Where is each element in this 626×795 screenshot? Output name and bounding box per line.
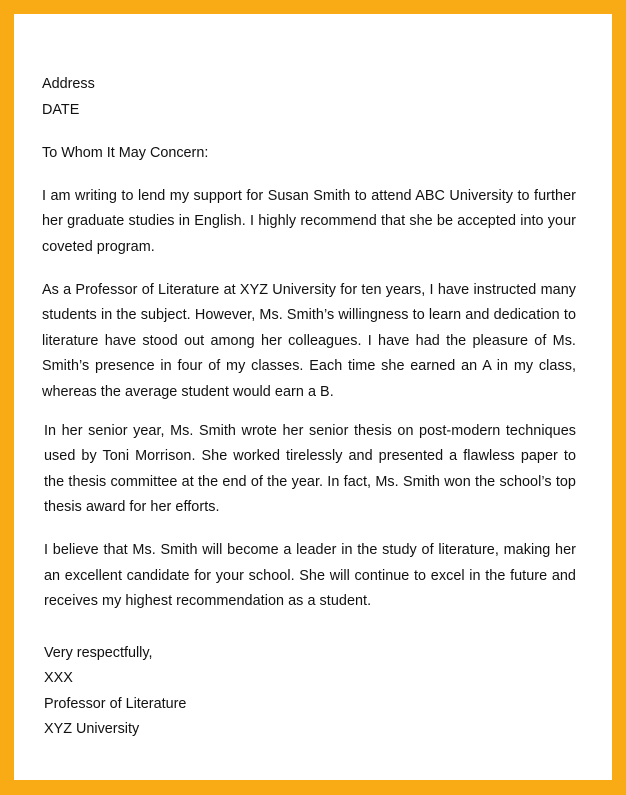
body-paragraph-3: In her senior year, Ms. Smith wrote her senior thesis on post-modern techniques used by Toni Morrison. She worked tirelessly and presented a flawless paper to the thesis committee at the end of the year. In fact, Ms. Smith won the school’s top thesis award for her efforts. — [44, 422, 576, 516]
valediction: Very respectfully, — [44, 644, 153, 661]
letter-sheet — [14, 14, 612, 780]
letter-content — [42, 72, 576, 743]
salutation: To Whom It May Concern: — [42, 145, 209, 162]
signer-title: Professor of Literature — [44, 695, 187, 712]
signature-block — [44, 641, 576, 743]
body-paragraph-2: As a Professor of Literature at XYZ University for ten years, I have instructed many students in the subject. However, Ms. Smith’s willingness to learn and dedication to literature have stood out among her colleagues. I have had the pleasure of Ms. Smith’s presence in four of my classes. Each time she earned an A in my class, whereas the average student would earn a B. — [42, 281, 576, 400]
body-paragraph-1: I am writing to lend my support for Susan Smith to attend ABC University to further her graduate studies in English. I highly recommend that she be accepted into your coveted program. — [42, 187, 576, 255]
signer-name: XXX — [44, 670, 73, 687]
letter-date: DATE — [42, 101, 80, 118]
signer-institution: XYZ University — [44, 721, 140, 738]
body-paragraph-4: I believe that Ms. Smith will become a leader in the study of literature, making her an excellent candidate for your school. She will continue to excel in the future and receives my highest recommendation as a student. — [44, 541, 576, 610]
sender-address: Address — [42, 76, 95, 92]
